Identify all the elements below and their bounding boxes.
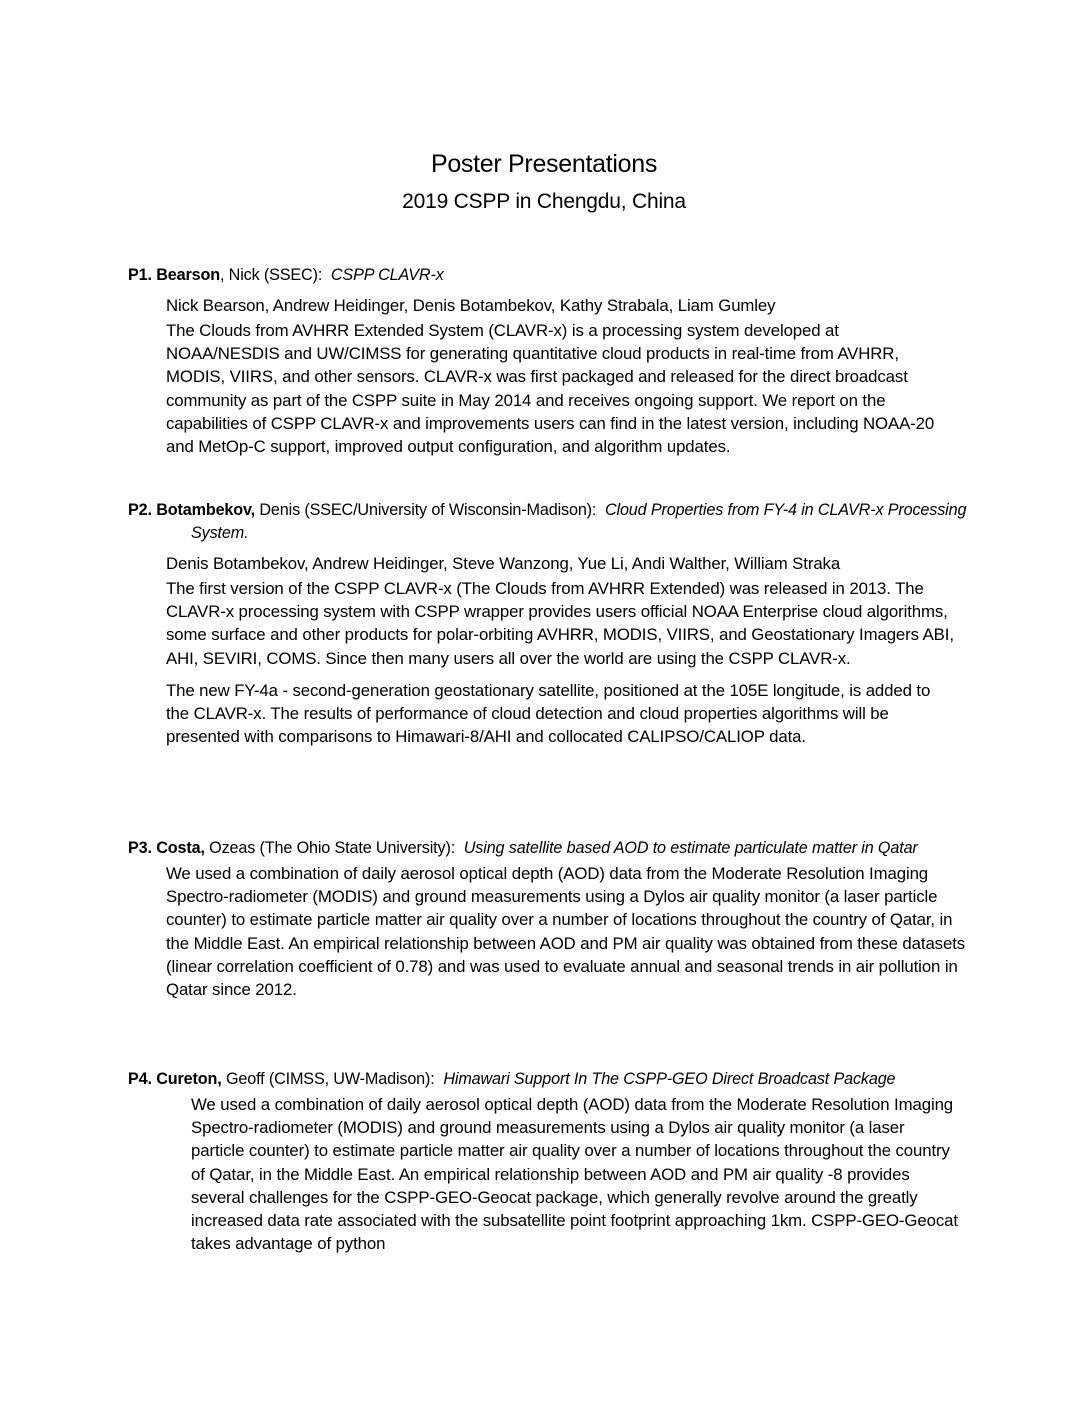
entry-given-affiliation: Geoff (CIMSS, UW-Madison): xyxy=(225,1070,435,1088)
poster-entry-p4 xyxy=(128,1068,968,1255)
entry-authors: Nick Bearson, Andrew Heidinger, Denis Botambekov, Kathy Strabala, Liam Gumley xyxy=(166,296,776,315)
entry-heading xyxy=(128,1068,968,1091)
entry-label: P4. xyxy=(128,1070,152,1088)
entry-abstract: We used a combination of daily aerosol optical depth (AOD) data from the Moderate Resolution Imaging Spectro-radiometer (MODIS) and ground measurements using a Dylos air quality monitor (a laser particle counter) to estimate particle matter air quality over a number of locations throughout the country of Qatar, in the Middle East. An empirical relationship between AOD and PM air quality was obtained from these datasets (linear correlation coefficient of 0.78) and was used to evaluate annual and seasonal trends in air pollution in Qatar since 2012. xyxy=(166,864,966,1000)
entry-abstract: The new FY-4a - second-generation geostationary satellite, positioned at the 105E longitude, is added to the CLAVR-x. The results of performance of cloud detection and cloud properties algorithms will be presented with comparisons to Himawari-8/AHI and collocated CALIPSO/CALIOP data. xyxy=(166,680,931,747)
entry-surname: Botambekov, xyxy=(156,501,256,519)
entry-label: P2. xyxy=(128,501,152,519)
entry-heading: P1. Bearson, Nick (SSEC): CSPP CLAVR-x xyxy=(128,266,444,284)
entry-title: Himawari Support In The CSPP-GEO Direct Broadcast Package xyxy=(443,1070,896,1088)
entry-heading xyxy=(128,837,968,860)
entry-given-affiliation: Nick (SSEC): xyxy=(228,266,323,284)
page-title: Poster Presentations xyxy=(430,150,658,178)
entry-given-affiliation: Denis (SSEC/University of Wisconsin-Madison): xyxy=(259,501,597,519)
entry-surname: Cureton, xyxy=(156,1070,222,1088)
entry-surname: Costa, xyxy=(156,839,205,857)
entry-abstract: The first version of the CSPP CLAVR-x (The Clouds from AVHRR Extended) was released in 2013. The CLAVR-x processing system with CSPP wrapper provides users official NOAA Enterprise cloud algorithms, some surface and other products for polar-orbiting AVHRR, MODIS, VIIRS, and Geostationary Imagers ABI, AHI, SEVIRI, COMS. Since then many users all over the world are using the CSPP CLAVR-x. xyxy=(166,579,954,668)
poster-entry-p3 xyxy=(128,837,968,1001)
page-subtitle: 2019 CSPP in Chengdu, China xyxy=(402,190,686,213)
poster-entry-p1 xyxy=(128,264,968,458)
entry-label: P3. xyxy=(128,839,152,857)
entry-abstract: The Clouds from AVHRR Extended System (CLAVR-x) is a processing system developed at NOAA/NESDIS and UW/CIMSS for generating quantitative cloud products in real-time from AVHRR, MODIS, VIIRS, and other sensors. CLAVR-x was first packaged and released for the direct broadcast community as part of the CSPP suite in May 2014 and receives ongoing support. We report on the capabilities of CSPP CLAVR-x and improvements users can find in the latest version, including NOAA-20 and MetOp-C support, improved output configuration, and algorithm updates. xyxy=(166,321,935,457)
entry-given-affiliation: Ozeas (The Ohio State University): xyxy=(209,839,456,857)
entry-surname: Bearson xyxy=(156,266,220,284)
entry-title: Using satellite based AOD to estimate particulate matter in Qatar xyxy=(463,839,918,857)
entry-abstract: We used a combination of daily aerosol optical depth (AOD) data from the Moderate Resolution Imaging Spectro-radiometer (MODIS) and ground measurements using a Dylos air quality monitor (a laser particle counter) to estimate particle matter air quality over a number of locations throughout the country of Qatar, in the Middle East. An empirical relationship between AOD and PM air quality -8 provides several challenges for the CSPP-GEO-Geocat package, which generally revolve around the greatly increased data rate associated with the subsatellite point footprint approaching 1km. CSPP-GEO-Geocat takes advantage of python xyxy=(191,1095,958,1254)
entry-label: P1. xyxy=(128,266,152,284)
entry-heading xyxy=(128,499,968,545)
entry-title: CSPP CLAVR-x xyxy=(330,266,444,284)
poster-entry-p2 xyxy=(128,499,968,748)
entry-title: Cloud Properties from FY-4 in CLAVR-x Processing System. xyxy=(191,501,967,542)
entry-authors: Denis Botambekov, Andrew Heidinger, Steve Wanzong, Yue Li, Andi Walther, William Straka xyxy=(166,554,841,573)
